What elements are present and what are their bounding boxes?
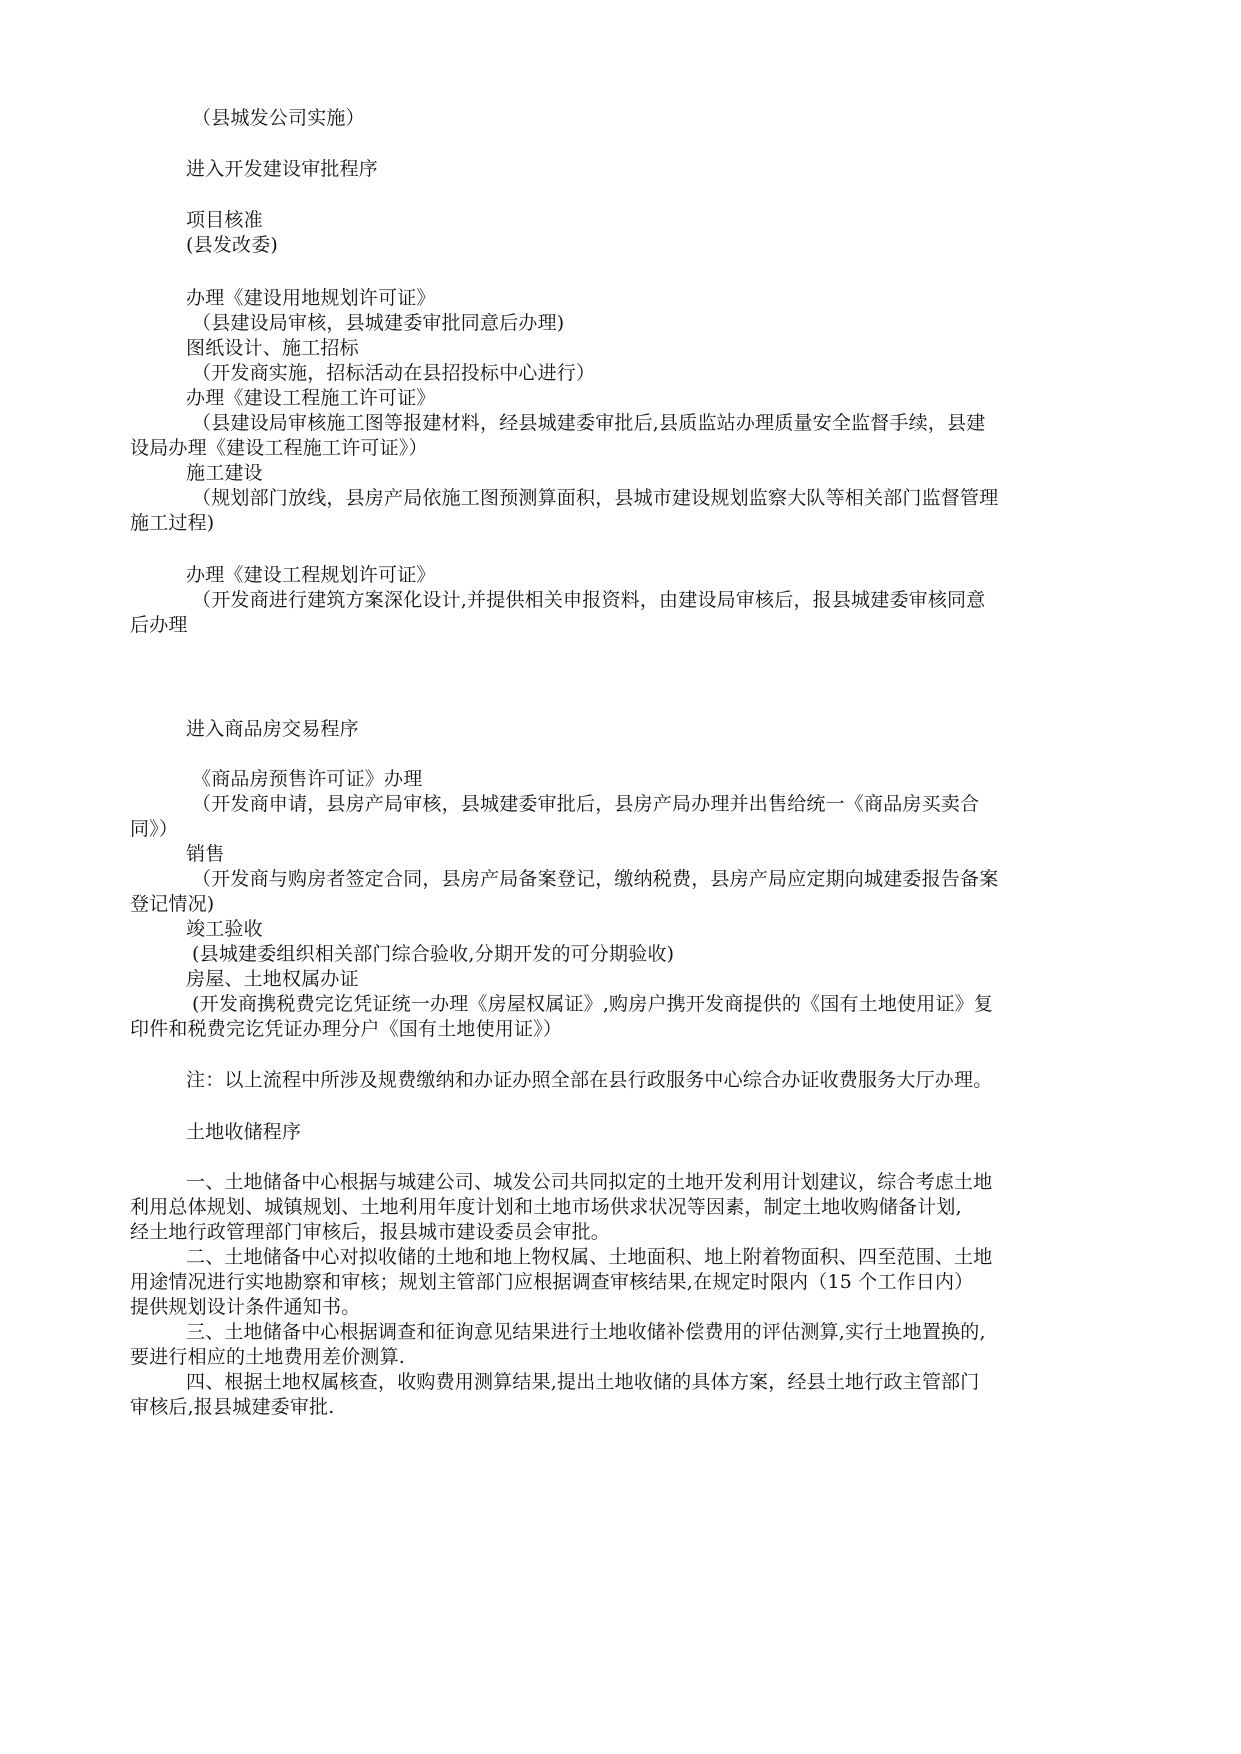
text-line: （开发商实施，招标活动在县招投标中心进行）: [192, 362, 596, 384]
text-line: 施工过程): [130, 512, 215, 534]
text-line: 销售: [186, 843, 225, 865]
section-heading: 土地收储程序: [186, 1121, 302, 1143]
text-line: 房屋、土地权属办证: [186, 968, 359, 990]
text-line: 一、土地储备中心根据与城建公司、城发公司共同拟定的土地开发利用计划建议，综合考虑土地: [186, 1171, 993, 1193]
text-line: 登记情况): [130, 893, 215, 915]
text-line: （规划部门放线，县房产局依施工图预测算面积，县城市建设规划监察大队等相关部门监督管理: [192, 487, 999, 509]
text-line: (县城建委组织相关部门综合验收,分期开发的可分期验收): [192, 943, 675, 965]
note-line: 注：以上流程中所涉及规费缴纳和办证办照全部在县行政服务中心综合办证收费服务大厅办理。: [186, 1069, 993, 1091]
text-line: 项目核准: [186, 209, 263, 231]
text-line: （开发商申请，县房产局审核，县城建委审批后，县房产局办理并出售给统一《商品房买卖合: [192, 793, 980, 815]
text-line: （开发商与购房者签定合同，县房产局备案登记，缴纳税费，县房产局应定期向城建委报告备案: [192, 868, 999, 890]
text-line: (开发商携税费完讫凭证统一办理《房屋权属证》,购房户携开发商提供的《国有土地使用证》复: [192, 993, 994, 1015]
text-line: 要进行相应的土地费用差价测算.: [130, 1346, 406, 1368]
text-line: （县城发公司实施）: [192, 107, 365, 129]
text-line: (县发改委): [186, 234, 279, 256]
text-line: 办理《建设用地规划许可证》: [186, 287, 436, 309]
text-line: 印件和税费完讫凭证办理分户《国有土地使用证》）: [130, 1018, 563, 1040]
text-line: 图纸设计、施工招标: [186, 337, 359, 359]
text-line: 三、土地储备中心根据调查和征询意见结果进行土地收储补偿费用的评估测算,实行土地置换的,: [186, 1321, 986, 1343]
text-line: 二、土地储备中心对拟收储的土地和地上物权属、土地面积、地上附着物面积、四至范围、土地: [186, 1246, 993, 1268]
text-line: 办理《建设工程规划许可证》: [186, 564, 436, 586]
text-line: 四、根据土地权属核查，收购费用测算结果,提出土地收储的具体方案，经县土地行政主管部门: [186, 1371, 980, 1393]
text-line: 审核后,报县城建委审批.: [130, 1396, 335, 1418]
text-line: （县建设局审核施工图等报建材料，经县城建委审批后,县质监站办理质量安全监督手续，县建: [192, 412, 986, 434]
text-line: 竣工验收: [186, 918, 263, 940]
text-line: （县建设局审核，县城建委审批同意后办理): [192, 312, 565, 334]
text-line: 《商品房预售许可证》办理: [192, 768, 423, 790]
text-line: 办理《建设工程施工许可证》: [186, 387, 436, 409]
text-line: 同》）: [130, 818, 179, 840]
text-line: （开发商进行建筑方案深化设计,并提供相关申报资料，由建设局审核后，报县城建委审核同意: [192, 589, 986, 611]
text-line: 利用总体规划、城镇规划、土地利用年度计划和土地市场供求状况等因素，制定土地收购储备计划,: [130, 1196, 962, 1218]
text-line: 用途情况进行实地勘察和审核；规划主管部门应根据调查审核结果,在规定时限内（15 个工作日内）: [130, 1271, 974, 1293]
text-line: 提供规划设计条件通知书。: [130, 1296, 361, 1318]
text-line: 设局办理《建设工程施工许可证》）: [130, 437, 428, 459]
text-line: 经土地行政管理部门审核后，报县城市建设委员会审批。: [130, 1221, 611, 1243]
section-heading: 进入商品房交易程序: [186, 718, 359, 740]
text-line: 施工建设: [186, 462, 263, 484]
text-line: 后办理: [130, 614, 188, 636]
section-heading: 进入开发建设审批程序: [186, 158, 379, 180]
